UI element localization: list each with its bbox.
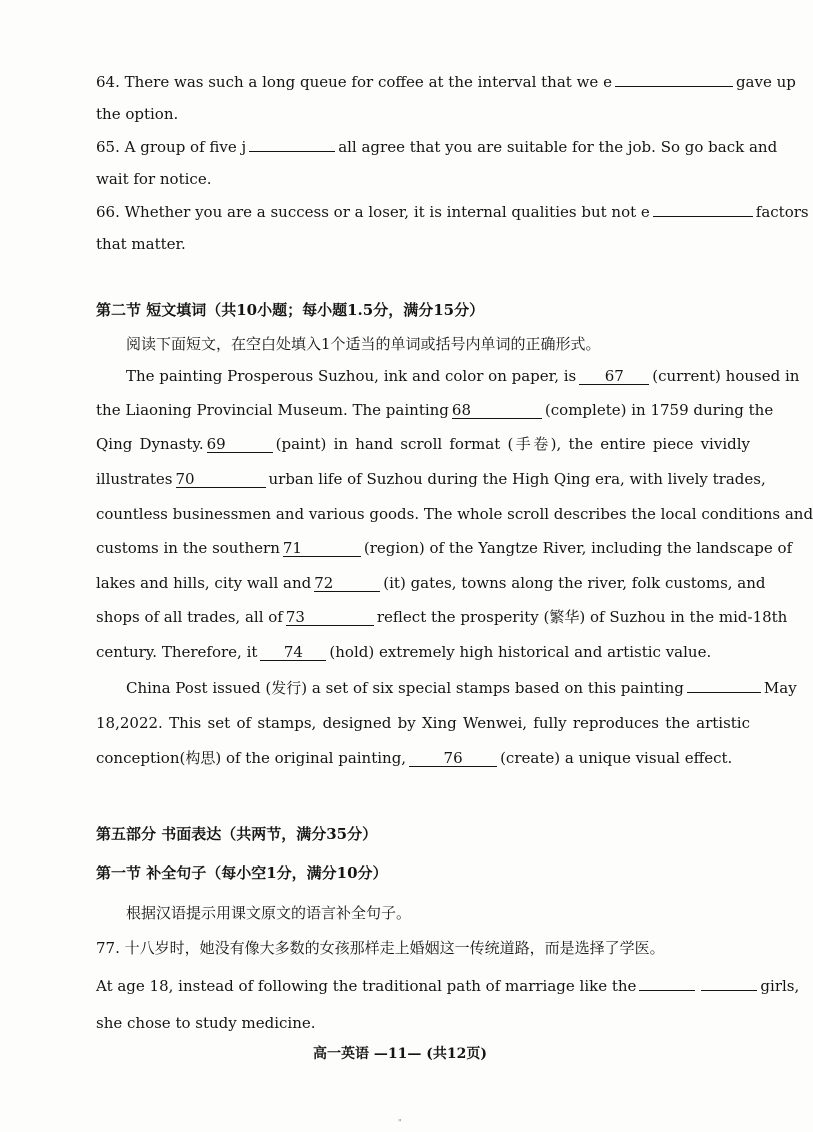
- q64-blank[interactable]: [615, 86, 733, 87]
- passage-p2-line-3: conception(构思) of the original painting, 76 (create) a unique visual effect.: [96, 749, 733, 767]
- passage-p1-line-3: Qing Dynasty. 69 (paint) in hand scroll format (手卷), the entire piece vividly: [96, 435, 750, 453]
- blank-68[interactable]: 68: [452, 402, 542, 419]
- passage-p1-line-7: lakes and hills, city wall and 72 (it) gates, towns along the river, folk customs, and: [96, 574, 766, 592]
- q64-line-1: 64. There was such a long queue for coffee at the interval that we e gave up: [96, 73, 796, 91]
- section2-instruction: 阅读下面短文，在空白处填入1个适当的单词或括号内单词的正确形式。: [126, 335, 601, 353]
- q65-blank[interactable]: [249, 151, 335, 152]
- page-footer: 高一英语 —11— (共12页): [313, 1046, 487, 1062]
- q66-line-1: 66. Whether you are a success or a loser, it is internal qualities but not e factors: [96, 203, 809, 221]
- q77-blank-2[interactable]: [701, 990, 757, 991]
- q66-line-2: that matter.: [96, 235, 186, 253]
- q77-chinese: 77. 十八岁时，她没有像大多数的女孩那样走上婚姻这一传统道路，而是选择了学医。: [96, 939, 665, 957]
- q77-english-line-1: At age 18, instead of following the traditional path of marriage like the girls,: [96, 977, 800, 995]
- blank-72[interactable]: 72: [314, 575, 380, 592]
- passage-p2-line-2: 18,2022. This set of stamps, designed by Xing Wenwei, fully reproduces the artistic: [96, 714, 750, 732]
- blank-74[interactable]: 74: [260, 644, 326, 661]
- passage-p2-line-1: China Post issued (发行) a set of six special stamps based on this painting May: [126, 679, 797, 697]
- part5-heading: 第五部分 书面表达（共两节，满分35分）: [96, 825, 378, 843]
- blank-76[interactable]: 76: [409, 750, 497, 767]
- q77-english-line-2: she chose to study medicine.: [96, 1014, 316, 1032]
- blank-69[interactable]: 69: [207, 436, 273, 453]
- q77-blank-1[interactable]: [639, 990, 695, 991]
- blank-73[interactable]: 73: [286, 609, 374, 626]
- passage-p1-line-4: illustrates 70 urban life of Suzhou during the High Qing era, with lively trades,: [96, 470, 766, 488]
- scan-artifact: ": [398, 1118, 402, 1127]
- passage-p1-line-2: the Liaoning Provincial Museum. The painting 68 (complete) in 1759 during the: [96, 401, 774, 419]
- blank-67[interactable]: 67: [579, 368, 649, 385]
- blank-71[interactable]: 71: [283, 540, 361, 557]
- q65-line-1: 65. A group of five j all agree that you are suitable for the job. So go back and: [96, 138, 778, 156]
- part5-instruction: 根据汉语提示用课文原文的语言补全句子。: [126, 904, 412, 922]
- passage-p1-line-1: The painting Prosperous Suzhou, ink and color on paper, is 67 (current) housed in: [126, 367, 800, 385]
- passage-p1-line-5: countless businessmen and various goods. The whole scroll describes the local conditions and: [96, 505, 813, 523]
- passage-p1-line-9: century. Therefore, it 74 (hold) extremely high historical and artistic value.: [96, 643, 712, 661]
- part5-section1-heading: 第一节 补全句子（每小空1分，满分10分）: [96, 864, 388, 882]
- section2-heading: 第二节 短文填词（共10小题；每小题1.5分，满分15分）: [96, 301, 485, 319]
- q66-blank[interactable]: [653, 216, 753, 217]
- blank-75[interactable]: [687, 692, 761, 693]
- blank-70[interactable]: 70: [176, 471, 266, 488]
- passage-p1-line-8: shops of all trades, all of 73 reflect the prosperity (繁华) of Suzhou in the mid-18th: [96, 608, 788, 626]
- q64-line-2: the option.: [96, 105, 179, 123]
- q65-line-2: wait for notice.: [96, 170, 212, 188]
- passage-p1-line-6: customs in the southern 71 (region) of the Yangtze River, including the landscape of: [96, 539, 793, 557]
